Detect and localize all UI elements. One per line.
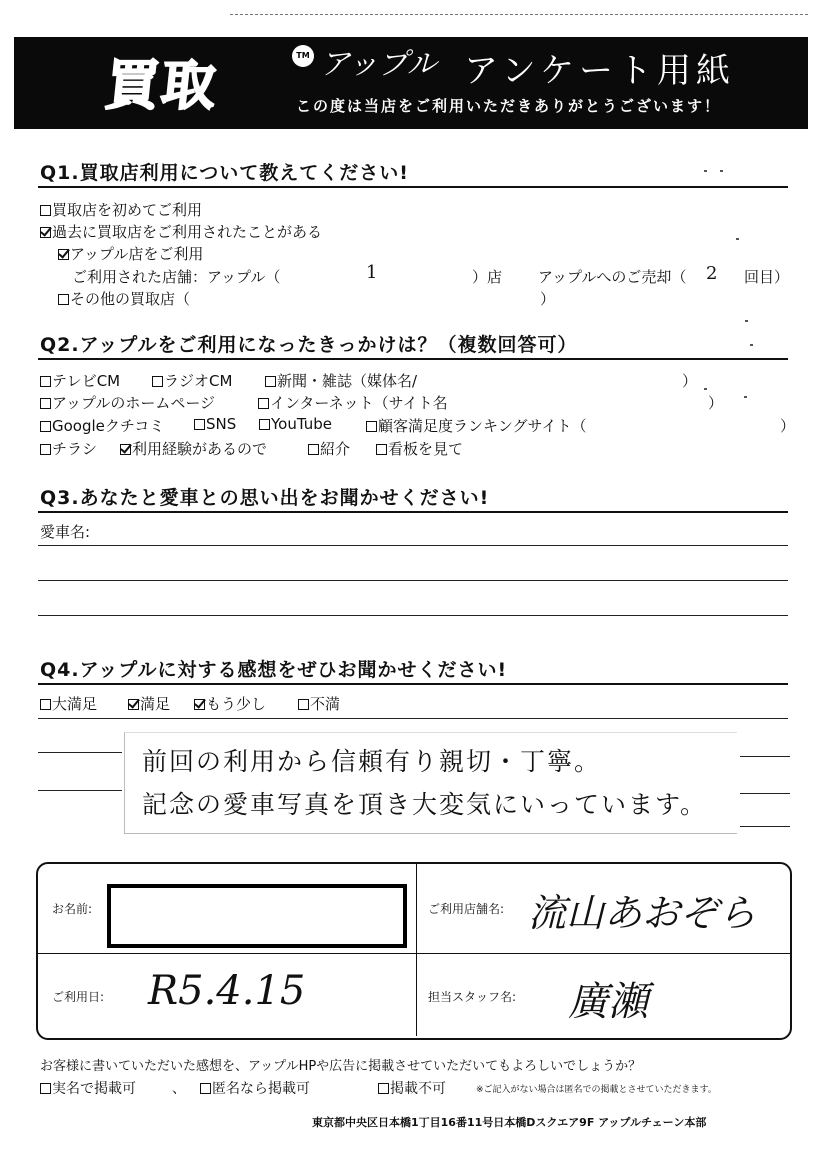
q2-option-homepage[interactable]: アップルのホームページ xyxy=(40,392,215,413)
scan-speck xyxy=(744,396,747,398)
q2-ranking-close: ） xyxy=(780,417,796,435)
checkbox-apple-store[interactable] xyxy=(58,249,69,260)
consent-note: ※ご記入がない場合は匿名での掲載とさせていただきます。 xyxy=(476,1085,717,1095)
q1-store-suffix: ）店 xyxy=(472,268,503,286)
q2-option-radio[interactable]: ラジオCM xyxy=(152,370,232,391)
q1-rule xyxy=(38,186,788,188)
q1-store-value[interactable]: 1 xyxy=(366,262,378,283)
q4-comment-line-2[interactable]: 記念の愛車写真を頂き大変気にいっています。 xyxy=(142,790,708,819)
date-label: ご利用日: xyxy=(52,990,105,1004)
checkbox-not-allowed[interactable] xyxy=(378,1083,389,1094)
checkbox-dissatisfied[interactable] xyxy=(298,699,309,710)
q4-option-satisfied[interactable]: 満足 xyxy=(128,693,170,714)
q4-line-right-2 xyxy=(740,793,790,794)
q2-rule xyxy=(38,358,788,360)
q1-other-close: ） xyxy=(540,290,556,308)
q1-option-apple[interactable]: アップル店をご利用 xyxy=(58,243,203,264)
date-value[interactable]: R5.4.15 xyxy=(148,968,306,1014)
top-dashed-line xyxy=(230,14,808,15)
q2-news-close: ） xyxy=(682,372,698,390)
checkbox-past-use[interactable] xyxy=(40,227,51,238)
q3-car-label: 愛車名: xyxy=(40,523,91,541)
consent-anonymous[interactable]: 匿名なら掲載可 xyxy=(200,1078,310,1098)
checkbox-youtube[interactable] xyxy=(259,419,270,430)
header-subtitle: この度は当店をご利用いただきありがとうございます！ xyxy=(296,97,722,115)
checkbox-google[interactable] xyxy=(40,421,51,432)
q3-answer-line-1[interactable] xyxy=(38,545,788,546)
consent-real-name[interactable]: 実名で掲載可 xyxy=(40,1078,136,1098)
footer-address: 東京都中央区日本橋1丁目16番11号日本橋Dスクエア9F アップルチェーン本部 xyxy=(312,1116,707,1129)
q2-option-internet[interactable]: インターネット（サイト名 xyxy=(258,392,448,413)
name-field[interactable] xyxy=(107,884,407,948)
checkbox-satisfied[interactable] xyxy=(128,699,139,710)
q2-internet-close: ） xyxy=(708,394,724,412)
q2-option-ranking[interactable]: 顧客満足度ランキングサイト（ xyxy=(366,415,587,436)
q2-option-google[interactable]: Googleクチコミ xyxy=(40,415,164,436)
checkbox-flyer[interactable] xyxy=(40,444,51,455)
q1-option-other[interactable]: その他の買取店（ xyxy=(58,288,190,309)
q2-option-signboard[interactable]: 看板を見て xyxy=(376,438,463,459)
checkbox-anonymous[interactable] xyxy=(200,1083,211,1094)
checkbox-a-little-more[interactable] xyxy=(194,699,205,710)
staff-name-value[interactable]: 廣瀬 xyxy=(568,979,648,1025)
q3-rule xyxy=(38,511,788,513)
store-name-label: ご利用店舗名: xyxy=(428,902,505,916)
q1-option-past[interactable]: 過去に買取店をご利用されたことがある xyxy=(40,221,322,242)
scan-speck xyxy=(736,238,739,240)
checkbox-real-name[interactable] xyxy=(40,1083,51,1094)
consent-not-allowed[interactable]: 掲載不可 xyxy=(378,1078,446,1098)
checkbox-radio[interactable] xyxy=(152,376,163,387)
q1-count-label: アップルへのご売却（ xyxy=(538,268,687,286)
q1-count-suffix: 回目） xyxy=(744,268,790,286)
q2-option-youtube[interactable]: YouTube xyxy=(259,415,332,433)
q4-option-very-satisfied[interactable]: 大満足 xyxy=(40,693,97,714)
checkbox-homepage[interactable] xyxy=(40,398,51,409)
q4-line-right-1 xyxy=(740,756,790,757)
q4-line-left-2 xyxy=(38,790,122,791)
checkbox-ranking[interactable] xyxy=(366,421,377,432)
name-label: お名前: xyxy=(52,902,93,916)
q1-store-label: ご利用された店舗：アップル（ xyxy=(72,268,281,286)
q2-option-sns[interactable]: SNS xyxy=(194,415,236,433)
apple-logo-text: アップル xyxy=(320,47,437,82)
consent-question: お客様に書いていただいた感想を、アップルHPや広告に掲載させていただいてもよろしいでしょうか？ xyxy=(40,1059,642,1074)
scan-speck xyxy=(704,388,707,390)
checkbox-sns[interactable] xyxy=(194,419,205,430)
q3-heading: Q3.あなたと愛車との思い出をお聞かせください! xyxy=(40,487,490,509)
info-box-divider-h xyxy=(36,953,790,954)
checkbox-referral[interactable] xyxy=(308,444,319,455)
q2-option-news[interactable]: 新聞・雑誌（媒体名/ xyxy=(265,370,417,391)
checkbox-signboard[interactable] xyxy=(376,444,387,455)
q2-option-flyer[interactable]: チラシ xyxy=(40,438,97,459)
checkbox-experience[interactable] xyxy=(120,444,131,455)
q3-answer-line-2[interactable] xyxy=(38,580,788,581)
q4-rule xyxy=(38,683,788,685)
form-header xyxy=(14,37,808,129)
store-name-value[interactable]: 流山あおぞら xyxy=(528,891,757,935)
checkbox-news[interactable] xyxy=(265,376,276,387)
staff-name-label: 担当スタッフ名: xyxy=(428,990,517,1004)
q2-option-experience[interactable]: 利用経験があるので xyxy=(120,438,267,459)
q2-heading: Q2.アップルをご利用になったきっかけは？（複数回答可） xyxy=(40,334,578,356)
q4-comment-line-1[interactable]: 前回の利用から信頼有り親切・丁寧。 xyxy=(142,747,602,776)
consent-separator: 、 xyxy=(172,1081,186,1097)
q4-answer-line-0 xyxy=(38,718,788,719)
q4-option-a-little-more[interactable]: もう少し xyxy=(194,693,266,714)
scan-speck xyxy=(704,170,707,172)
q1-count-value[interactable]: 2 xyxy=(706,263,718,284)
q4-option-dissatisfied[interactable]: 不満 xyxy=(298,693,340,714)
apple-logo-icon: TM xyxy=(292,45,314,67)
checkbox-tv[interactable] xyxy=(40,376,51,387)
q3-answer-line-3[interactable] xyxy=(38,615,788,616)
checkbox-very-satisfied[interactable] xyxy=(40,699,51,710)
q1-option-first[interactable]: 買取店を初めてご利用 xyxy=(40,199,202,220)
checkbox-internet[interactable] xyxy=(258,398,269,409)
scan-speck xyxy=(745,320,748,322)
checkbox-first-time[interactable] xyxy=(40,205,51,216)
checkbox-other-store[interactable] xyxy=(58,294,69,305)
q4-line-left-1 xyxy=(38,752,122,753)
q2-option-tv[interactable]: テレビCM xyxy=(40,370,120,391)
scan-speck xyxy=(750,344,753,346)
q1-heading: Q1.買取店利用について教えてください! xyxy=(40,162,409,184)
info-box-divider-v xyxy=(416,864,417,1036)
q4-line-right-3 xyxy=(740,826,790,827)
q2-option-referral[interactable]: 紹介 xyxy=(308,438,350,459)
header-title: アンケート用紙 xyxy=(464,51,735,91)
q4-heading: Q4.アップルに対する感想をぜひお聞かせください! xyxy=(40,659,508,681)
scan-speck xyxy=(720,170,723,172)
header-buy-title: 買取 xyxy=(102,54,221,117)
